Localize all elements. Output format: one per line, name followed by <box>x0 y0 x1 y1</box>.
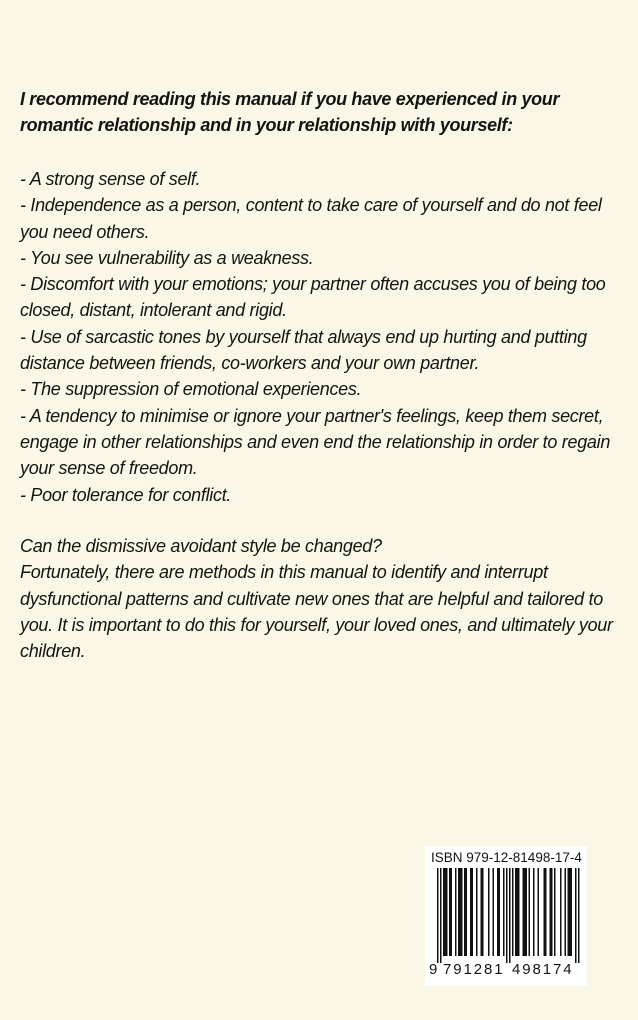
list-item: - You see vulnerability as a weakness. <box>20 247 314 268</box>
barcode-bar <box>476 868 478 956</box>
list-item: - A strong sense of self. <box>20 169 201 189</box>
barcode-digits-right: 498174 <box>512 961 574 978</box>
barcode-guard-bar <box>506 868 508 963</box>
barcode-bar <box>497 868 500 956</box>
barcode-guard-bar <box>575 868 577 963</box>
symptom-list <box>20 166 624 508</box>
barcode-bar <box>449 868 452 956</box>
barcode-bar <box>538 868 540 956</box>
barcode-bar <box>554 868 556 956</box>
closing-question: Can the dismissive avoidant style be changed? <box>20 536 382 556</box>
isbn-label: ISBN 979-12-81498-17-4 <box>431 850 582 865</box>
barcode-bar <box>529 868 531 956</box>
barcode-bar <box>544 868 547 956</box>
list-item: - Poor tolerance for conflict. <box>20 484 232 505</box>
list-item: - The suppression of emotional experiences. <box>20 379 362 400</box>
barcode-bar <box>515 868 520 956</box>
barcode-bar <box>512 868 514 956</box>
barcode-bar <box>550 868 553 956</box>
barcode-bar <box>493 868 495 956</box>
barcode-image <box>425 868 587 964</box>
barcode-bar <box>455 868 457 956</box>
barcode-guard-bar <box>440 868 442 963</box>
barcode-digits-left: 791281 <box>443 961 505 978</box>
intro-heading: I recommend reading this manual if you have experienced in your romantic relationship and in your relationship with yourself: <box>20 89 560 135</box>
barcode-bar <box>533 868 535 956</box>
barcode-bar <box>464 868 467 956</box>
barcode-guard-bar <box>578 868 580 963</box>
barcode-bar <box>568 868 573 956</box>
list-item: - A tendency to minimise or ignore your partner's feelings, keep them secret, engage in other relationships and even end the relationship in order to regain your sense of freedom. <box>20 405 611 479</box>
barcode-bar <box>560 868 562 956</box>
barcode-bar <box>565 868 567 956</box>
barcode-guard-bar <box>437 868 439 963</box>
barcode-digits <box>425 959 587 981</box>
isbn-barcode-block <box>425 846 587 986</box>
barcode-bar <box>458 868 463 956</box>
barcode-guard-bar <box>509 868 511 963</box>
barcode-bar <box>481 868 484 956</box>
barcode-bar <box>523 868 528 956</box>
closing-paragraph <box>20 533 624 664</box>
barcode-bar <box>503 868 505 956</box>
closing-answer: Fortunately, there are methods in this manual to identify and interrupt dysfunctional patterns and cultivate new ones that are helpful and tailored to you. It is important to do this for yourself, your loved ones, and ultimately your children. <box>20 562 613 662</box>
barcode-digit-first: 9 <box>429 961 440 978</box>
barcode-bar <box>488 868 490 956</box>
list-item: - Discomfort with your emotions; your partner often accuses you of being too closed, distant, intolerant and rigid. <box>20 274 606 321</box>
barcode-bar <box>443 868 448 956</box>
list-item: - Use of sarcastic tones by yourself that always end up hurting and putting distance between friends, co-workers and your own partner. <box>20 326 587 374</box>
list-item: - Independence as a person, content to take care of yourself and do not feel you need others. <box>20 195 602 242</box>
barcode-bar <box>470 868 473 956</box>
